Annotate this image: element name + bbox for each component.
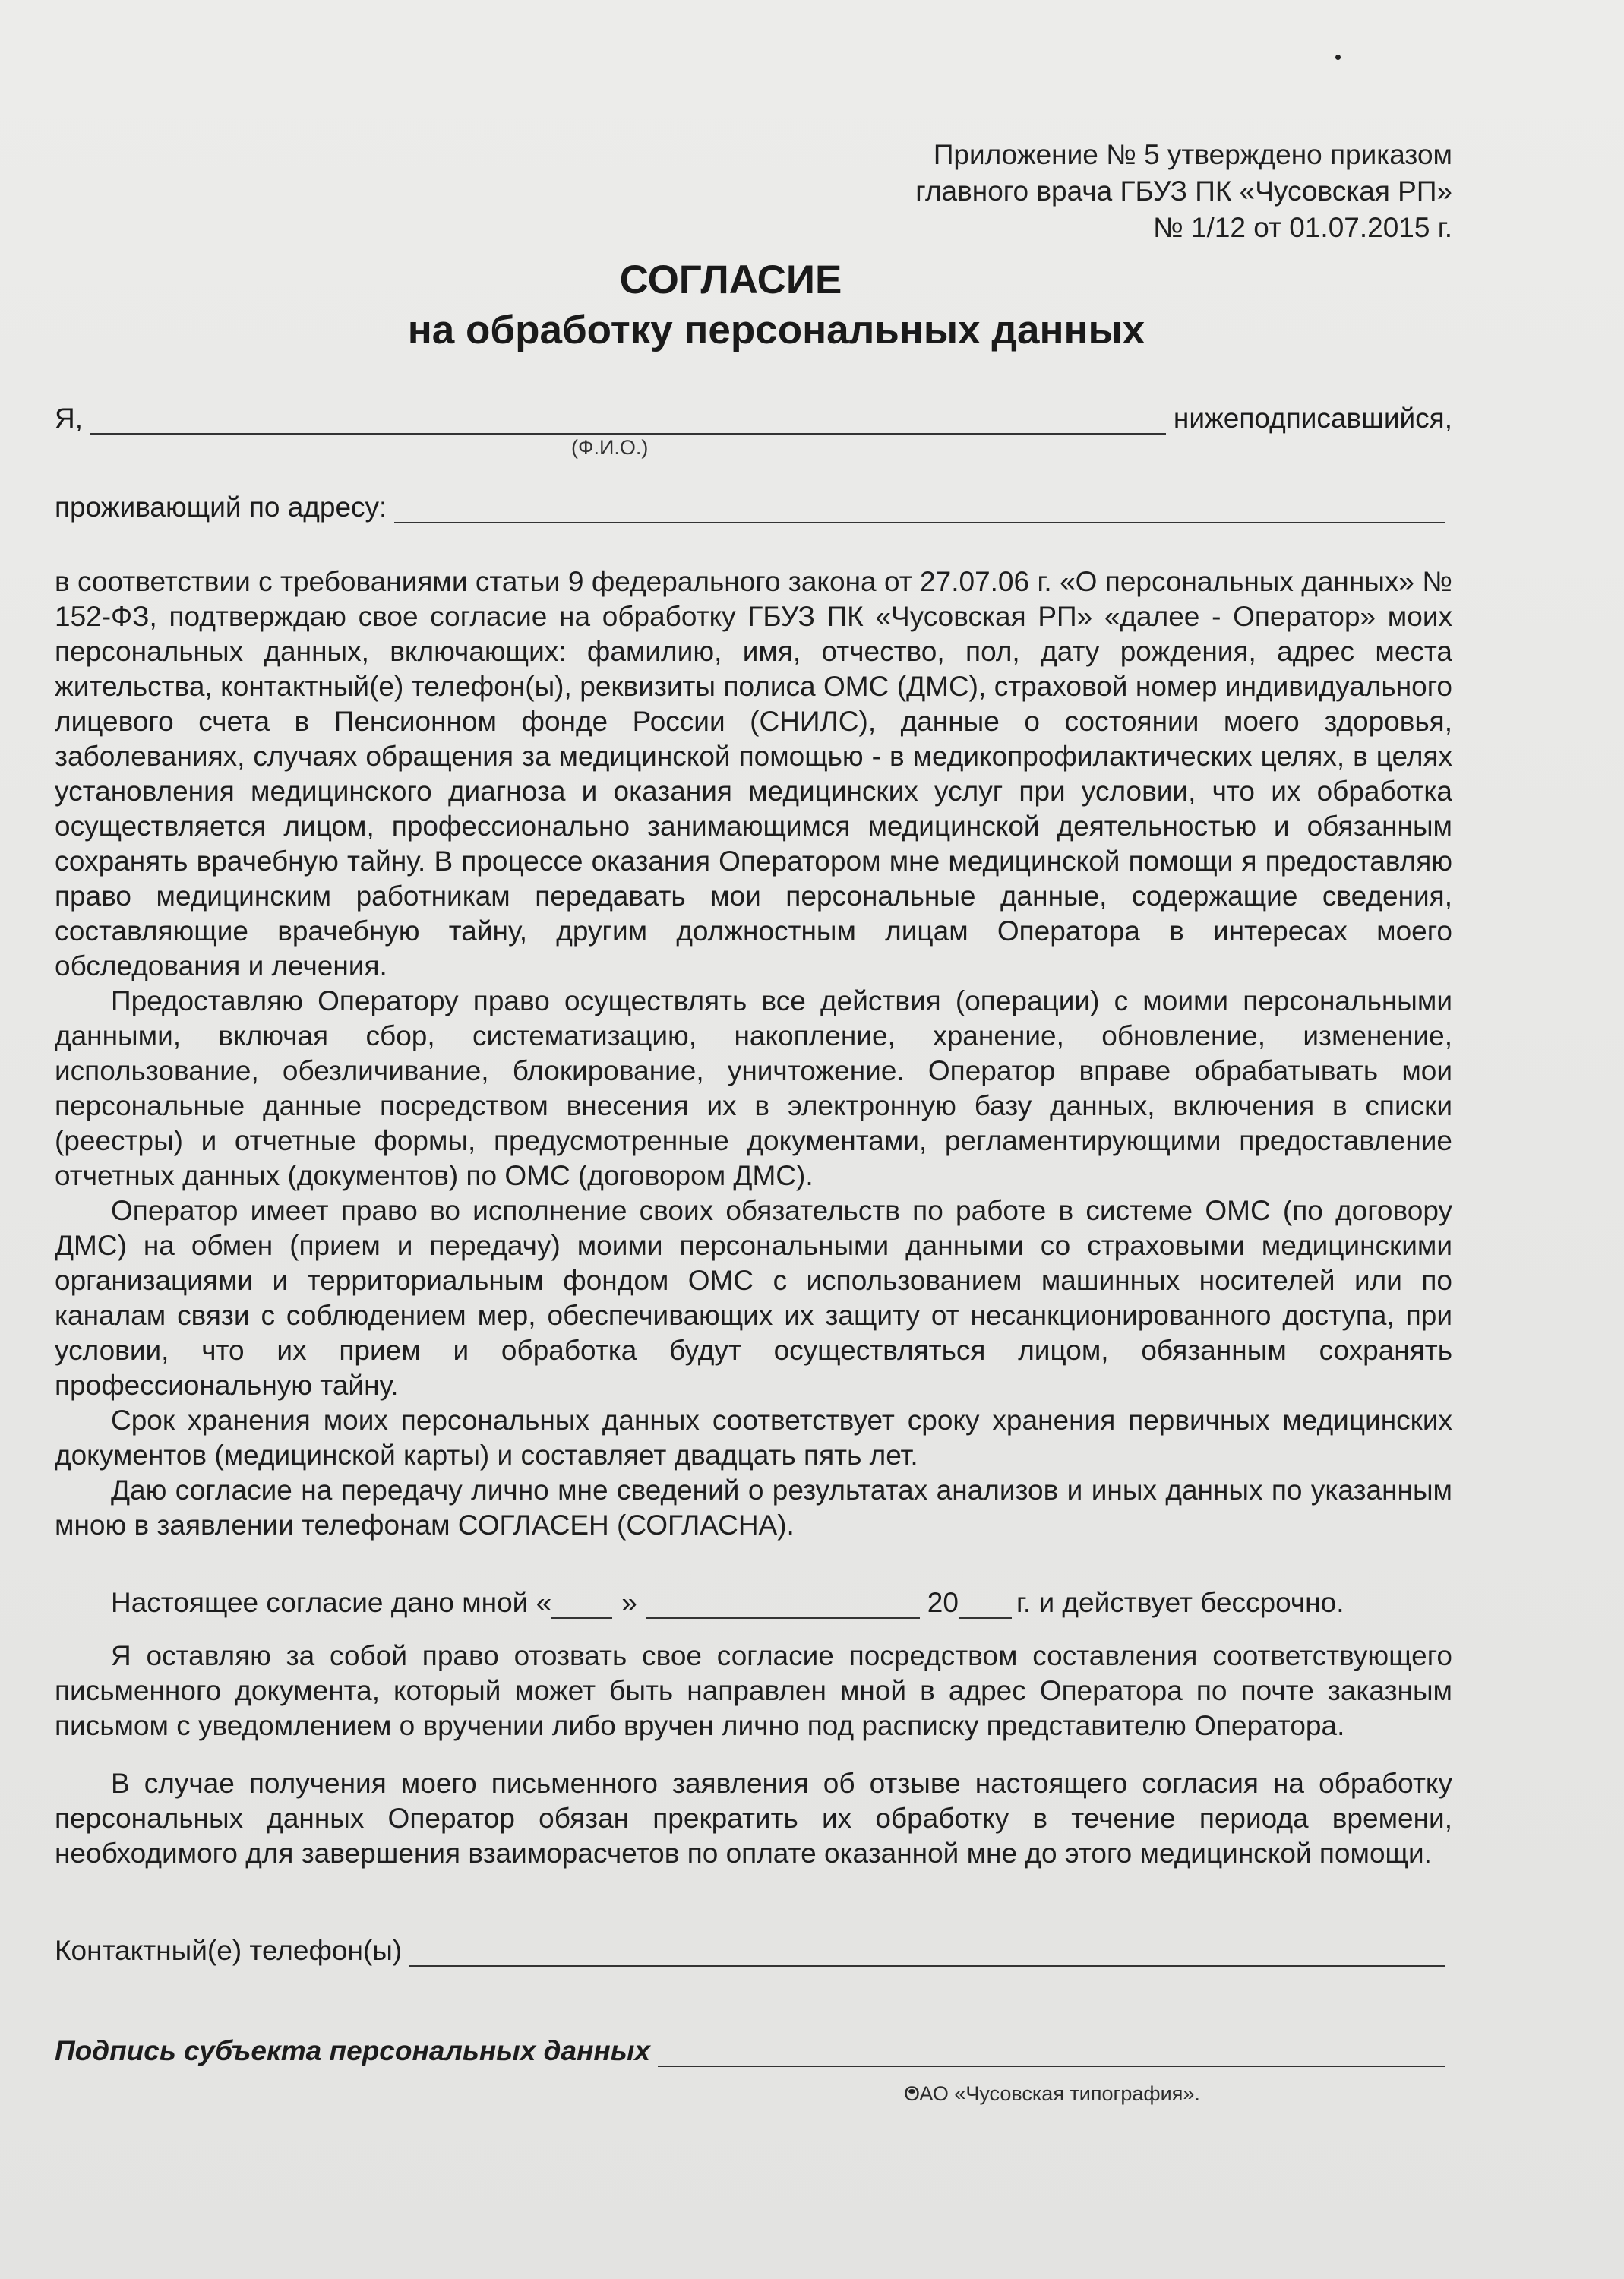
phone-field[interactable] <box>409 1942 1445 1967</box>
phone-row <box>55 1935 1452 1967</box>
address-row <box>55 492 1452 523</box>
consent-body <box>55 564 1452 1543</box>
date-suffix: г. и действует бессрочно. <box>1016 1587 1344 1618</box>
phone-label: Контактный(е) телефон(ы) <box>55 1935 403 1966</box>
signature-row <box>55 2035 1452 2067</box>
year-field[interactable] <box>959 1595 1012 1619</box>
fio-prefix: Я, <box>55 403 83 434</box>
signature-field[interactable] <box>658 2043 1445 2067</box>
date-prefix: Настоящее согласие дано мной « <box>111 1587 552 1618</box>
title-line-2: на обработку персональных данных <box>407 308 1145 352</box>
approval-line: № 1/12 от 01.07.2015 г. <box>1153 212 1452 243</box>
paragraph: Оператор имеет право во исполнение своих обязательств по работе в системе ОМС (по договору ДМС) на обмен (прием и передачу) моими персональными данными со страховыми медицинскими организациями и территориальным фондом ОМС с использованием машинных носителей или по каналам связи с соблюдением мер, обеспечивающих их защиту от несанкционированного доступа, при условии, что их прием и обработка будут осуществляться лицом, обязанным сохранять профессиональную тайну. <box>55 1195 1452 1401</box>
paragraph: Предоставляю Оператору право осуществлять все действия (операции) с моими персональными данными, включая сбор, систематизацию, накопление, хранение, обновление, изменение, использование, обезличивание, блокирование, уничтожение. Оператор вправе обрабатывать мои персональные данные посредством внесения их в электронную базу данных, включения в списки (реестры) и отчетные формы, предусмотренные документами, регламентирующими предоставление отчетных данных (документов) по ОМС (договором ДМС). <box>55 985 1452 1191</box>
signature-label: Подпись субъекта персональных данных <box>55 2035 650 2066</box>
revocation-body <box>55 1639 1452 1871</box>
document-content <box>55 137 1452 2106</box>
address-field[interactable] <box>394 499 1445 523</box>
paragraph: В случае получения моего письменного заявления об отзыве настоящего согласия на обработку персональных данных Оператор обязан прекратить их обработку в течение периода времени, необходимого для завершения взаиморасчетов по оплате оказанной мне до этого медицинской помощи. <box>55 1768 1452 1869</box>
approval-line: главного врача ГБУЗ ПК «Чусовская РП» <box>915 175 1452 207</box>
paragraph: Срок хранения моих персональных данных соответствует сроку хранения первичных медицинских документов (медицинской карты) и составляет двадцать пять лет. <box>55 1405 1452 1471</box>
address-label: проживающий по адресу: <box>55 492 387 523</box>
document-title <box>55 255 1452 356</box>
printer-imprint: ОАО «Чусовская типография». <box>904 2082 1200 2105</box>
approval-line: Приложение № 5 утверждено приказом <box>933 139 1452 170</box>
fio-caption: (Ф.И.О.) <box>571 436 649 459</box>
title-line-1: СОГЛАСИЕ <box>619 258 842 302</box>
fio-row <box>55 403 1452 435</box>
day-field[interactable] <box>551 1595 612 1619</box>
year-prefix: 20 <box>927 1587 959 1618</box>
paragraph: Я оставляю за собой право отозвать свое согласие посредством составления соответствующего письменного документа, который может быть направлен мной в адрес Оператора по почте заказным письмом с уведомлением о вручении либо вручен лично под расписку представителю Оператора. <box>55 1640 1452 1741</box>
month-field[interactable] <box>646 1595 920 1619</box>
fio-suffix: нижеподписавшийся, <box>1173 403 1452 434</box>
print-speck <box>1335 55 1341 60</box>
approval-block <box>55 137 1452 246</box>
fio-field[interactable] <box>90 410 1166 435</box>
paragraph: Даю согласие на передачу лично мне сведений о результатах анализов и иных данных по указанным мною в заявлении телефонам СОГЛАСЕН (СОГЛАСНА). <box>55 1475 1452 1541</box>
date-row <box>55 1587 1452 1619</box>
paragraph: в соответствии с требованиями статьи 9 федерального закона от 27.07.06 г. «О персональных данных» № 152-ФЗ, подтверждаю свое согласие на обработку ГБУЗ ПК «Чусовская РП» «далее - Оператор» моих персональных данных, включающих: фамилию, имя, отчество, пол, дату рождения, адрес места жительства, контактный(е) телефон(ы), реквизиты полиса ОМС (ДМС), страховой номер индивидуального лицевого счета в Пенсионном фонде России (СНИЛС), данные о состоянии моего здоровья, заболеваниях, случаях обращения за медицинской помощью - в медикопрофилактических целях, в целях установления медицинского диагноза и оказания медицинских услуг при условии, что их обработка осуществляется лицом, профессионально занимающимся медицинской деятельностью и обязанным сохранять врачебную тайну. В процессе оказания Оператором мне медицинской помощи я предоставляю право медицинским работникам передавать мои персональные данные, содержащие сведения, составляющие врачебную тайну, другим должностным лицам Оператора в интересах моего обследования и лечения. <box>55 566 1452 981</box>
date-close-quote: » <box>621 1587 637 1618</box>
